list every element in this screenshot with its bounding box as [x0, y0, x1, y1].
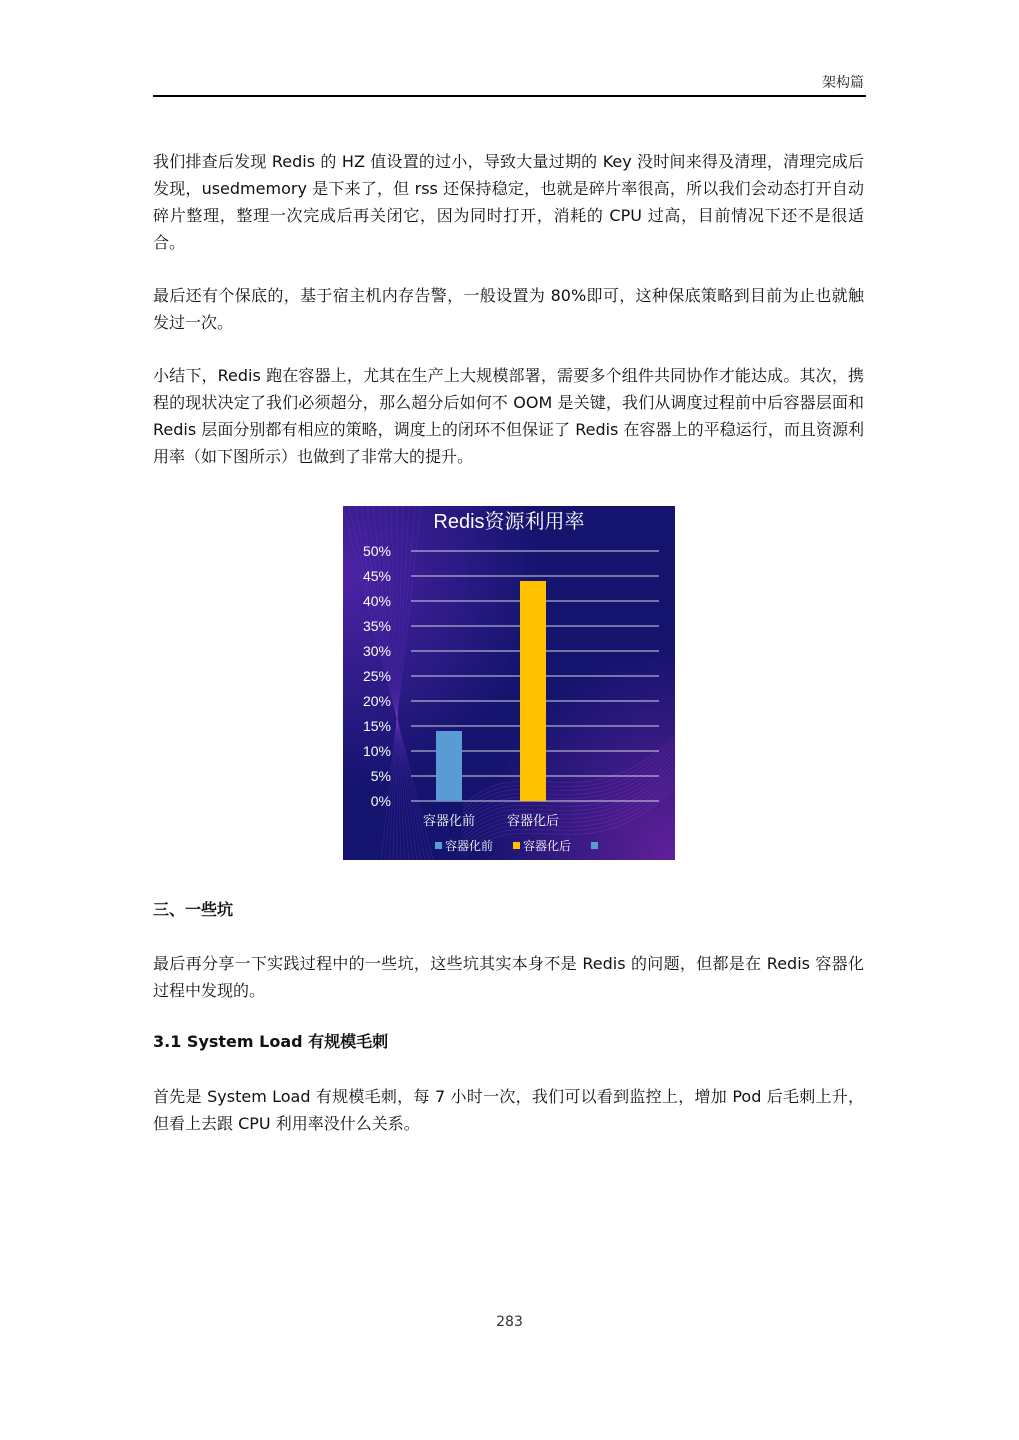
section-3-1-heading: 3.1 System Load 有规模毛刺 [153, 1032, 389, 1051]
y-tick-label: 20% [362, 693, 391, 709]
y-tick-label: 10% [362, 743, 391, 759]
paragraph-hz-analysis: 我们排查后发现 Redis 的 HZ 值设置的过小，导致大量过期的 Key 没时间来得及清理，清理完成后发现，usedmemory 是下来了，但 rss 还保持稳定，也就是碎片率很高，所以我们会动态打开自动碎片整理，整理一次完成后再关闭它，因为同时打开，消耗的 CPU 过高，目前情况下还不是很适合。 [153, 152, 864, 252]
legend-label: 容器化后 [523, 839, 572, 853]
legend-label: 容器化前 [445, 839, 494, 853]
y-tick-label: 35% [362, 618, 391, 634]
y-tick-label: 30% [362, 643, 391, 659]
bar-before [436, 731, 462, 801]
x-tick-label: 容器化前 [422, 814, 476, 829]
y-tick-label: 0% [370, 793, 391, 809]
paragraph-system-load: 首先是 System Load 有规模毛刺，每 7 小时一次，我们可以看到监控上，增加 Pod 后毛刺上升，但看上去跟 CPU 利用率没什么关系。 [153, 1087, 864, 1133]
y-tick-label: 50% [362, 543, 391, 559]
page-number: 283 [496, 1314, 523, 1330]
legend-swatch [591, 842, 598, 849]
paragraph-pitfalls-intro: 最后再分享一下实践过程中的一些坑，这些坑其实本身不是 Redis 的问题，但都是在 Redis 容器化过程中发现的。 [153, 954, 864, 1000]
x-tick-label: 容器化后 [506, 814, 560, 829]
redis-utilization-chart [343, 506, 675, 860]
header-rule [153, 95, 866, 97]
y-tick-label: 15% [362, 718, 391, 734]
section-3-heading: 三、一些坑 [153, 900, 234, 919]
y-tick-label: 5% [370, 768, 391, 784]
chart-title: Redis资源利用率 [433, 511, 585, 533]
bar-after [520, 581, 546, 801]
y-tick-label: 25% [362, 668, 391, 684]
paragraph-memory-alert: 最后还有个保底的，基于宿主机内存告警，一般设置为 80%即可，这种保底策略到目前为止也就触发过一次。 [153, 286, 864, 332]
legend-swatch [435, 842, 442, 849]
y-tick-label: 45% [362, 568, 391, 584]
header-title: 架构篇 [822, 75, 864, 91]
legend-swatch [513, 842, 520, 849]
paragraph-summary: 小结下，Redis 跑在容器上，尤其在生产上大规模部署，需要多个组件共同协作才能达成。其次，携程的现状决定了我们必须超分，那么超分后如何不 OOM 是关键，我们从调度过程前中后容器层面和 Redis 层面分别都有相应的策略，调度上的闭环不但保证了 Redis 在容器上的平稳运行，而且资源利用率（如下图所示）也做到了非常大的提升。 [153, 366, 864, 466]
y-tick-label: 40% [362, 593, 391, 609]
